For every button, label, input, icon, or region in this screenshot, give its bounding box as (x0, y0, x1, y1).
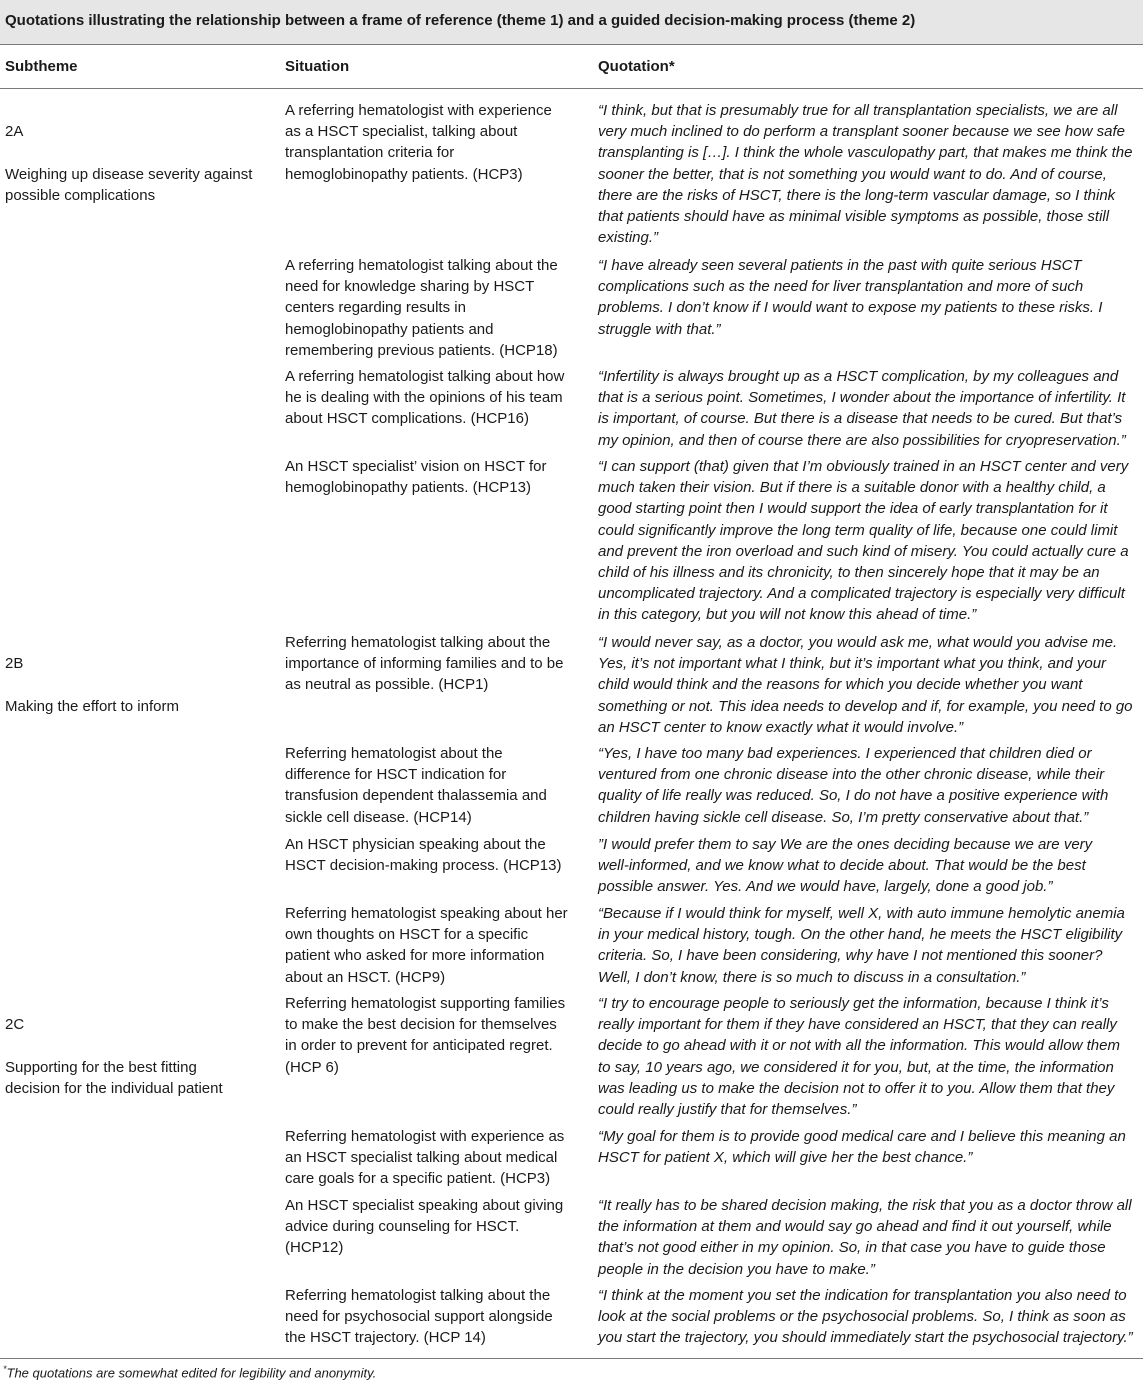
subtheme-title: Making the effort to inform (5, 697, 179, 715)
quotation-cell: “Yes, I have too many bad experiences. I experienced that children died or ventured from one chronic disease into the other chronic disease, while their quality of life really was reduced. So, I do not have a positive experience with children having sickle cell disease. So, I’m pretty conservative about that.” (598, 745, 1109, 826)
subtheme-code: 2C (5, 1016, 25, 1034)
table-bottom-divider (0, 1358, 1143, 1359)
header-divider (0, 88, 1143, 89)
quotation-cell: “I think, but that is presumably true for all transplantation specialists, we are all very much inclined to do perform a transplant sooner because we see how safe transplanting is […]. I think the whole vasculopathy part, that makes me think the sooner the better, that is not something you would want to do. And of course, there are the risks of HSCT, there is the long-term vascular damage, so I think that patients should have as minimal visible symptoms as possible, those still existing.” (598, 102, 1133, 247)
table-footnote (3, 1364, 376, 1380)
subtheme-2b (5, 632, 275, 738)
quotation-cell: “I think at the moment you set the indication for transplantation you also need to look at the social problems or the psychosocial problems. So, I think as soon as you start the trajectory, you should immediately start the psychosocial trajectory.” (598, 1287, 1133, 1347)
subtheme-code: 2A (5, 123, 24, 141)
header-subtheme: Subtheme (5, 58, 78, 75)
subtheme-2a (5, 100, 275, 227)
subtheme-title: Supporting for the best fitting decision for the individual patient (5, 1058, 223, 1097)
situation-cell: Referring hematologist supporting families to make the best decision for themselves in order to prevent for anticipated regret. (HCP 6) (285, 995, 566, 1076)
quotation-cell: “It really has to be shared decision making, the risk that you as a doctor throw all the information at them and would say go ahead and find it out yourself, while that’s not good either in my opinion. So, in that case you have to guide those people in the decision you have to make.” (598, 1197, 1132, 1278)
caption-divider (0, 44, 1143, 45)
quotation-cell: “I try to encourage people to seriously get the information, because I think it’s really important for them if they have considered an HSCT, that they can really decide to go ahead with it or not with all the information. This would allow them to say, 10 years ago, we considered it for you, but, at the time, the information was leading us to make the decision not to offer it to you. Allow them that they could really justify that for themselves.” (598, 995, 1120, 1119)
quotation-cell: “My goal for them is to provide good medical care and I believe this meaning an HSCT for patient X, which will give her the best chance.” (598, 1128, 1126, 1167)
situation-cell: Referring hematologist talking about the importance of informing families and to be as neutral as possible. (HCP1) (285, 634, 564, 694)
quotation-cell: “I have already seen several patients in the past with quite serious HSCT complications such as the need for liver transplantation and more of such problems. I don’t know if I would want to expose my patients to these risks. I struggle with that.” (598, 257, 1103, 338)
situation-cell: Referring hematologist with experience as an HSCT specialist talking about medical care goals for a specific patient. (HCP3) (285, 1128, 565, 1188)
situation-cell: A referring hematologist talking about the need for knowledge sharing by HSCT centers regarding results in hemoglobinopathy patients and remembering previous patients. (HCP18) (285, 257, 558, 359)
subtheme-code: 2B (5, 655, 24, 673)
situation-cell: Referring hematologist speaking about her own thoughts on HSCT for a specific patient who asked for more information about an HSCT. (HCP9) (285, 905, 568, 986)
subtheme-2c (5, 993, 275, 1120)
quotation-cell: “I can support (that) given that I’m obviously trained in an HSCT center and very much taken their vision. But if there is a suitable donor with a healthy child, a good starting point then I would support the idea of early transplantation for it could significantly improve the long term quality of life, because one could limit and prevent the iron overload and such kind of misery. You could actually cure a child of his illness and its chronicity, to then sincerely hope that it may be an uncomplicated trajectory. And a complicated trajectory is especially very difficult in this category, but you will not know this ahead of time.” (598, 458, 1129, 624)
footnote-marker: * (3, 1364, 7, 1374)
situation-cell: Referring hematologist talking about the need for psychosocial support alongside the HSCT trajectory. (HCP 14) (285, 1287, 553, 1347)
quotation-cell: ”I would prefer them to say We are the ones deciding because we are very well-informed, and we know what to decide about. That would be the best possible answer. Yes. And we would have, largely, done a good job.” (598, 836, 1093, 896)
header-situation: Situation (285, 58, 350, 75)
situation-cell: An HSCT specialist speaking about giving advice during counseling for HSCT. (HCP12) (285, 1197, 564, 1257)
footnote-text: The quotations are somewhat edited for legibility and anonymity. (6, 1365, 377, 1381)
quotation-cell: “Because if I would think for myself, well X, with auto immune hemolytic anemia in your medical history, tough. On the other hand, he meets the HSCT eligibility criteria. So, I have been considering, why have I not mentioned this sooner? Well, I don’t know, there is so much to discuss in a consultation.” (598, 905, 1125, 986)
situation-cell: Referring hematologist about the difference for HSCT indication for transfusion dependent thalassemia and sickle cell disease. (HCP14) (285, 745, 547, 826)
header-quotation: Quotation* (598, 58, 675, 75)
quotation-cell: “Infertility is always brought up as a HSCT complication, by my colleagues and that is a serious point. Sometimes, I wonder about the importance of infertility. It is important, of course. But there is a disease that needs to be cured. But that’s my opinion, and then of course there are also possibilities for cryopreservation.” (598, 368, 1126, 449)
subtheme-title: Weighing up disease severity against possible complications (5, 165, 253, 204)
situation-cell: A referring hematologist with experience as a HSCT specialist, talking about transplantation criteria for hemoglobinopathy patients. (HCP3) (285, 102, 552, 183)
situation-cell: A referring hematologist talking about how he is dealing with the opinions of his team about HSCT complications. (HCP16) (285, 368, 565, 428)
table-caption: Quotations illustrating the relationship between a frame of reference (theme 1) and a guided decision-making process (theme 2) (5, 12, 916, 29)
quotation-cell: “I would never say, as a doctor, you would ask me, what would you advise me. Yes, it’s not important what I think, but it’s important what you think, and your child would think and the reasons for which you decide whether you want something or not. This idea needs to develop and if, for example, you need to go an HSCT center to know exactly what it would involve.” (598, 634, 1133, 736)
situation-cell: An HSCT specialist’ vision on HSCT for hemoglobinopathy patients. (HCP13) (285, 458, 547, 497)
situation-cell: An HSCT physician speaking about the HSCT decision-making process. (HCP13) (285, 836, 562, 875)
